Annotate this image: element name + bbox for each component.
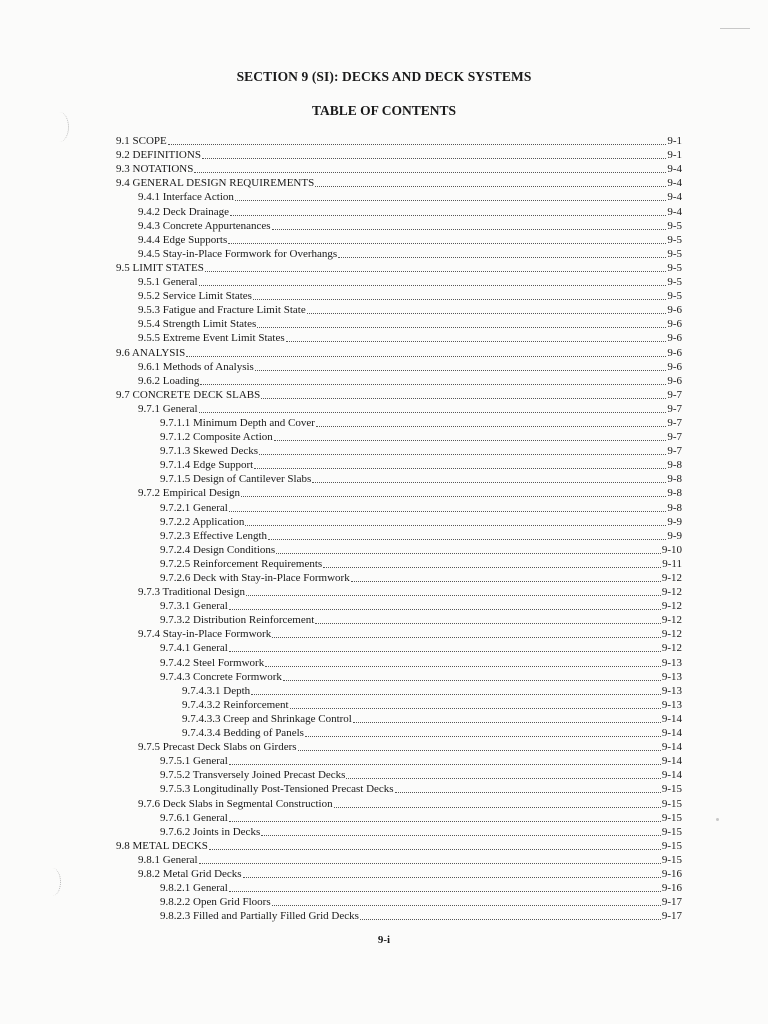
toc-entry-page: 9-13 (661, 656, 682, 669)
toc-entry-title: 9.7.1.5 Design of Cantilever Slabs (160, 473, 312, 486)
dot-leader (312, 482, 666, 483)
toc-entry-title: 9.6 ANALYSIS (116, 346, 186, 359)
toc-entry (116, 233, 682, 247)
toc-entry (116, 472, 682, 486)
toc-entry (116, 867, 682, 881)
toc-entry (116, 275, 682, 289)
dot-leader (199, 285, 667, 286)
toc-entry-title: 9.7.4.3.2 Reinforcement (182, 698, 289, 711)
toc-entry (116, 754, 682, 768)
toc-entry-title: 9.7.2.3 Effective Length (160, 529, 268, 542)
dot-leader (229, 821, 661, 822)
toc-entry-page: 9-5 (667, 247, 682, 260)
toc-entry (116, 289, 682, 303)
toc-entry-page: 9-4 (667, 205, 682, 218)
toc-entry-title: 9.8 METAL DECKS (116, 839, 208, 852)
toc-entry-title: 9.5.5 Extreme Event Limit States (138, 332, 285, 345)
toc-entry-page: 9-15 (661, 853, 682, 866)
toc-entry-title: 9.4.1 Interface Action (138, 191, 234, 204)
toc-entry (116, 388, 682, 402)
dot-leader (315, 186, 666, 187)
toc-entry-page: 9-6 (667, 318, 682, 331)
toc-entry (116, 655, 682, 669)
dot-leader (353, 722, 661, 723)
toc-entry (116, 557, 682, 571)
page-number: 9-i (377, 934, 391, 946)
dot-leader (253, 299, 666, 300)
dot-leader (265, 666, 661, 667)
toc-entry (116, 219, 682, 233)
toc-entry-title: 9.7.4.3 Concrete Formwork (160, 670, 282, 683)
toc-entry-title: 9.8.2.2 Open Grid Floors (160, 896, 271, 909)
dot-leader (168, 144, 667, 145)
toc-entry (116, 486, 682, 500)
toc-entry-page: 9-13 (661, 670, 682, 683)
toc-entry (116, 360, 682, 374)
toc-entry (116, 444, 682, 458)
toc-entry-title: 9.7.1.3 Skewed Decks (160, 445, 259, 458)
toc-entry (116, 134, 682, 148)
dot-leader (251, 694, 661, 695)
toc-entry-page: 9-8 (667, 487, 682, 500)
toc-entry (116, 811, 682, 825)
toc-entry (116, 543, 682, 557)
dot-leader (235, 200, 666, 201)
toc-entry-page: 9-4 (667, 163, 682, 176)
dot-leader (395, 792, 661, 793)
dot-leader (228, 243, 666, 244)
dot-leader (261, 398, 666, 399)
scan-speck (720, 28, 750, 29)
toc-entry-title: 9.8.2 Metal Grid Decks (138, 867, 242, 880)
toc-entry-title: 9.8.2.1 General (160, 882, 228, 895)
toc-entry-page: 9-12 (661, 614, 682, 627)
dot-leader (205, 271, 666, 272)
dot-leader (241, 496, 666, 497)
toc-entry-page: 9-8 (667, 459, 682, 472)
toc-entry (116, 853, 682, 867)
toc-entry (116, 585, 682, 599)
toc-entry-page: 9-10 (661, 543, 682, 556)
toc-entry-page: 9-6 (667, 346, 682, 359)
toc-entry (116, 458, 682, 472)
toc-entry (116, 881, 682, 895)
toc-entry (116, 190, 682, 204)
toc-entry (116, 768, 682, 782)
dot-leader (259, 454, 666, 455)
toc-entry (116, 670, 682, 684)
toc-entry-title: 9.7.1 General (138, 402, 198, 415)
toc-entry-page: 9-14 (661, 741, 682, 754)
toc-entry (116, 374, 682, 388)
toc-entry-title: 9.7.2 Empirical Design (138, 487, 241, 500)
toc-entry-page: 9-4 (667, 191, 682, 204)
dot-leader (286, 341, 667, 342)
dot-leader (199, 863, 661, 864)
toc-entry-title: 9.7.1.4 Edge Support (160, 459, 254, 472)
dot-leader (346, 778, 660, 779)
toc-entry (116, 627, 682, 641)
toc-entry (116, 613, 682, 627)
toc-entry-page: 9-12 (661, 628, 682, 641)
toc-entry (116, 500, 682, 514)
toc-entry-title: 9.6.1 Methods of Analysis (138, 360, 254, 373)
dot-leader (202, 158, 666, 159)
dot-leader (229, 764, 661, 765)
toc-entry-page: 9-12 (661, 586, 682, 599)
dot-leader (245, 525, 666, 526)
toc-entry-title: 9.7.4.2 Steel Formwork (160, 656, 265, 669)
toc-entry (116, 895, 682, 909)
toc-entry-page: 9-4 (667, 177, 682, 190)
toc-entry-title: 9.4.5 Stay-in-Place Formwork for Overhangs (138, 247, 338, 260)
dot-leader (307, 313, 667, 314)
toc-entry (116, 303, 682, 317)
toc-entry (116, 825, 682, 839)
dot-leader (230, 215, 666, 216)
toc-entry-page: 9-9 (667, 529, 682, 542)
dot-leader (283, 680, 661, 681)
toc-entry-title: 9.4 GENERAL DESIGN REQUIREMENTS (116, 177, 315, 190)
toc-entry-title: 9.7.5.3 Longitudinally Post-Tensioned Precast Decks (160, 783, 394, 796)
toc-entry-title: 9.7.3.1 General (160, 600, 228, 613)
toc-entry-page: 9-7 (667, 388, 682, 401)
section-title: SECTION 9 (SI): DECKS AND DECK SYSTEMS (236, 69, 532, 84)
toc-entry-title: 9.7.5 Precast Deck Slabs on Girders (138, 741, 297, 754)
toc-entry-page: 9-9 (667, 515, 682, 528)
dot-leader (316, 426, 666, 427)
toc-entry-page: 9-5 (667, 276, 682, 289)
dot-leader (209, 849, 661, 850)
scan-artifact (50, 112, 69, 142)
toc-entry-page: 9-14 (661, 727, 682, 740)
toc-entry (116, 782, 682, 796)
dot-leader (272, 229, 667, 230)
toc-entry-page: 9-5 (667, 290, 682, 303)
toc-entry-title: 9.7.6.2 Joints in Decks (160, 825, 261, 838)
toc-entry-page: 9-14 (661, 755, 682, 768)
toc-entry-page: 9-11 (662, 557, 682, 570)
toc-entry-title: 9.7 CONCRETE DECK SLABS (116, 388, 261, 401)
toc-entry-page: 9-6 (667, 360, 682, 373)
toc-entry-page: 9-5 (667, 261, 682, 274)
toc-entry (116, 839, 682, 853)
dot-leader (186, 356, 666, 357)
toc-entry-page: 9-6 (667, 374, 682, 387)
dot-leader (199, 412, 667, 413)
toc-entry-title: 9.7.2.1 General (160, 501, 228, 514)
toc-entry-title: 9.7.4.3.3 Creep and Shrinkage Control (182, 712, 352, 725)
toc-entry-page: 9-8 (667, 501, 682, 514)
toc-entry-page: 9-6 (667, 332, 682, 345)
toc-entry-title: 9.7.5.1 General (160, 755, 228, 768)
dot-leader (194, 172, 666, 173)
dot-leader (200, 384, 666, 385)
dot-leader (351, 581, 661, 582)
toc-entry-page: 9-16 (661, 882, 682, 895)
toc-entry-page: 9-6 (667, 304, 682, 317)
toc-entry (116, 726, 682, 740)
toc-entry-page: 9-12 (661, 600, 682, 613)
toc-entry (116, 641, 682, 655)
dot-leader (255, 370, 667, 371)
toc-entry-page: 9-14 (661, 712, 682, 725)
toc-entry-page: 9-7 (667, 416, 682, 429)
toc-entry (116, 712, 682, 726)
toc-entry-title: 9.7.4.1 General (160, 642, 228, 655)
table-of-contents (116, 134, 682, 923)
scan-speck (716, 818, 719, 821)
toc-entry (116, 176, 682, 190)
toc-entry-title: 9.7.3 Traditional Design (138, 586, 245, 599)
toc-entry-page: 9-1 (667, 149, 682, 162)
toc-entry (116, 571, 682, 585)
toc-entry-page: 9-12 (661, 642, 682, 655)
dot-leader (305, 736, 661, 737)
toc-entry-title: 9.7.1.2 Composite Action (160, 431, 273, 444)
toc-entry-title: 9.4.4 Edge Supports (138, 233, 228, 246)
toc-entry (116, 796, 682, 810)
dot-leader (298, 750, 661, 751)
toc-entry (116, 162, 682, 176)
toc-entry-page: 9-15 (661, 839, 682, 852)
toc-entry (116, 909, 682, 923)
toc-entry-page: 9-15 (661, 797, 682, 810)
toc-entry-page: 9-5 (667, 219, 682, 232)
toc-entry-page: 9-13 (661, 684, 682, 697)
dot-leader (243, 877, 661, 878)
toc-entry (116, 599, 682, 613)
toc-entry-title: 9.5.3 Fatigue and Fracture Limit State (138, 304, 306, 317)
toc-entry-title: 9.4.2 Deck Drainage (138, 205, 230, 218)
toc-entry-page: 9-7 (667, 445, 682, 458)
dot-leader (229, 891, 661, 892)
dot-leader (290, 708, 661, 709)
toc-entry-title: 9.7.3.2 Distribution Reinforcement (160, 614, 315, 627)
toc-entry-title: 9.7.5.2 Transversely Joined Precast Decks (160, 769, 346, 782)
toc-entry-title: 9.7.6 Deck Slabs in Segmental Construction (138, 797, 333, 810)
toc-entry-page: 9-13 (661, 698, 682, 711)
toc-entry-title: 9.3 NOTATIONS (116, 163, 194, 176)
toc-entry-page: 9-15 (661, 783, 682, 796)
toc-entry (116, 345, 682, 359)
toc-entry-title: 9.7.2.6 Deck with Stay-in-Place Formwork (160, 572, 350, 584)
toc-entry-page: 9-14 (661, 769, 682, 782)
dot-leader (272, 905, 661, 906)
dot-leader (272, 637, 661, 638)
toc-entry-title: 9.1 SCOPE (116, 135, 167, 148)
toc-entry-title: 9.8.1 General (138, 853, 198, 866)
toc-entry-title: 9.6.2 Loading (138, 374, 200, 387)
toc-entry-title: 9.7.2.4 Design Conditions (160, 543, 276, 556)
toc-title: TABLE OF CONTENTS (311, 103, 457, 118)
toc-entry-title: 9.7.1.1 Minimum Depth and Cover (160, 416, 315, 429)
toc-entry (116, 317, 682, 331)
dot-leader (246, 595, 661, 596)
toc-entry-title: 9.7.6.1 General (160, 811, 228, 824)
toc-entry-title: 9.7.2.5 Reinforcement Requirements (160, 557, 323, 570)
toc-entry-page: 9-5 (667, 233, 682, 246)
toc-entry (116, 416, 682, 430)
toc-entry-page: 9-16 (661, 867, 682, 880)
toc-entry (116, 740, 682, 754)
dot-leader (323, 567, 661, 568)
toc-entry-page: 9-17 (661, 910, 682, 923)
toc-entry (116, 331, 682, 345)
toc-entry-title: 9.5 LIMIT STATES (116, 261, 204, 274)
dot-leader (338, 257, 666, 258)
toc-entry-title: 9.7.4.3.1 Depth (182, 684, 251, 697)
toc-entry (116, 247, 682, 261)
dot-leader (229, 609, 661, 610)
scan-artifact (44, 868, 61, 896)
toc-entry (116, 261, 682, 275)
toc-entry-title: 9.7.2.2 Application (160, 515, 245, 528)
toc-entry (116, 684, 682, 698)
toc-entry-page: 9-15 (661, 825, 682, 838)
toc-entry-page: 9-12 (661, 572, 682, 584)
toc-entry-title: 9.7.4 Stay-in-Place Formwork (138, 628, 272, 641)
toc-entry-page: 9-7 (667, 402, 682, 415)
toc-entry (116, 402, 682, 416)
dot-leader (257, 327, 666, 328)
toc-entry-page: 9-8 (667, 473, 682, 486)
toc-entry (116, 430, 682, 444)
dot-leader (276, 553, 661, 554)
dot-leader (229, 511, 667, 512)
dot-leader (229, 651, 661, 652)
dot-leader (261, 835, 661, 836)
toc-entry-title: 9.5.2 Service Limit States (138, 290, 252, 303)
toc-entry-title: 9.2 DEFINITIONS (116, 149, 201, 162)
toc-entry (116, 515, 682, 529)
toc-entry-title: 9.5.1 General (138, 276, 198, 289)
dot-leader (360, 919, 661, 920)
toc-entry (116, 529, 682, 543)
toc-entry (116, 698, 682, 712)
toc-entry (116, 148, 682, 162)
dot-leader (274, 440, 667, 441)
dot-leader (254, 468, 666, 469)
toc-entry-page: 9-1 (667, 135, 682, 148)
toc-entry (116, 204, 682, 218)
toc-entry-page: 9-7 (667, 431, 682, 444)
toc-entry-page: 9-15 (661, 811, 682, 824)
toc-entry-title: 9.7.4.3.4 Bedding of Panels (182, 727, 304, 740)
toc-entry-title: 9.5.4 Strength Limit States (138, 318, 257, 331)
toc-entry-title: 9.8.2.3 Filled and Partially Filled Grid Decks (160, 910, 359, 923)
toc-entry-page: 9-17 (661, 896, 682, 909)
toc-entry-title: 9.4.3 Concrete Appurtenances (138, 219, 271, 232)
dot-leader (315, 623, 661, 624)
dot-leader (334, 807, 661, 808)
dot-leader (268, 539, 666, 540)
